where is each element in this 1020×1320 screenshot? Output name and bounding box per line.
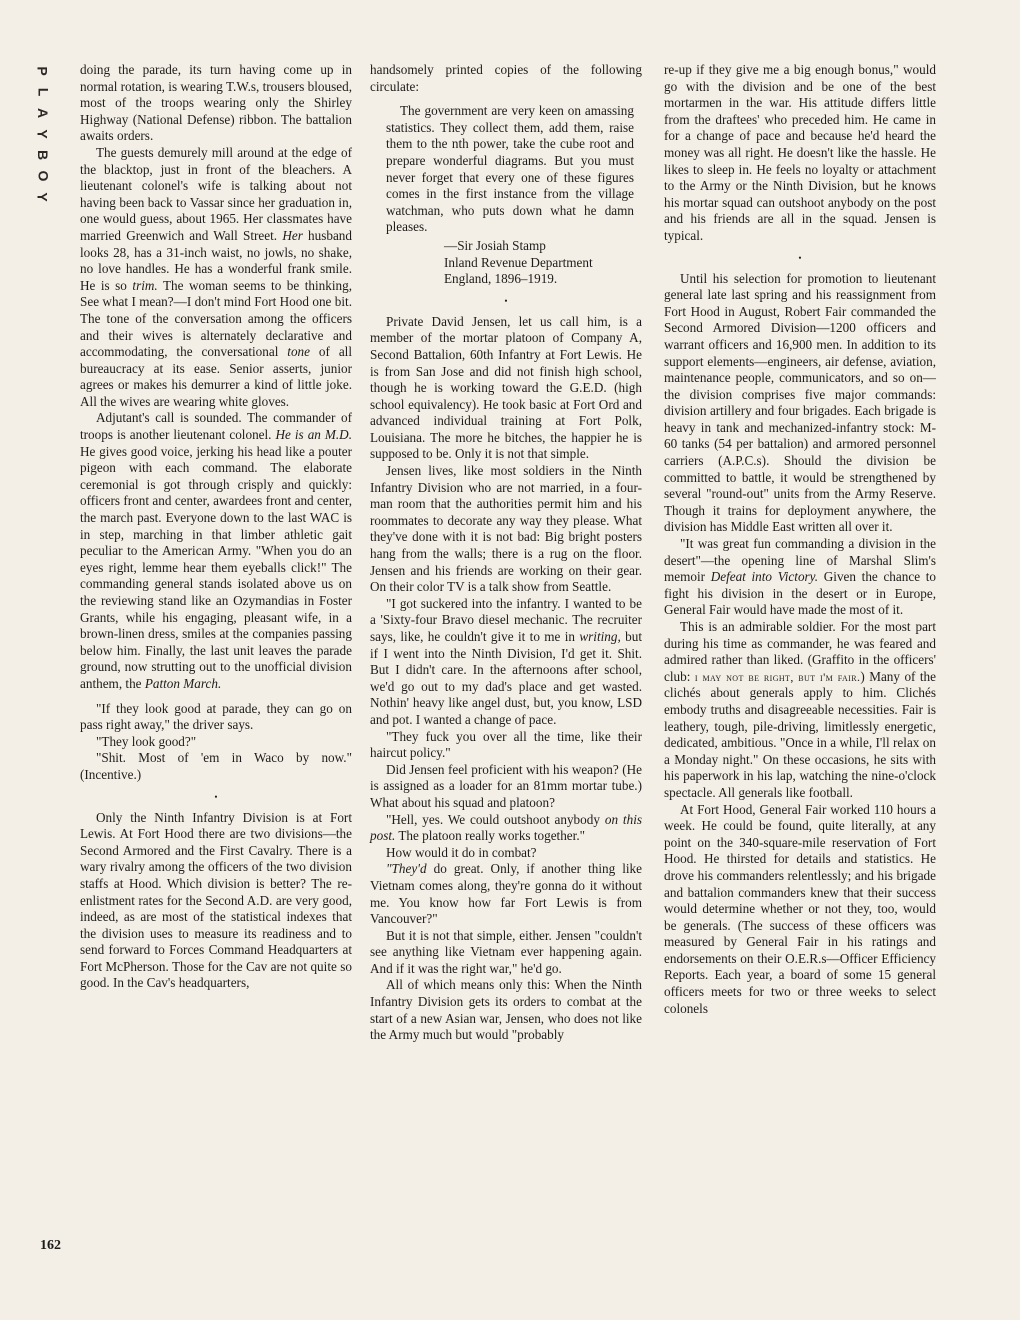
section-bullet: •: [504, 295, 508, 306]
column-3: [664, 62, 936, 1017]
paragraph: Only the Ninth Infantry Division is at Fort Lewis. At Fort Hood there are two divisions—the Second Armored and the First Cavalry. There is a wary rivalry among the officers of the two division staffs at Hood. Which division is better? The re-enlistment rates for the Second A.D. are very good, indeed, as are most of the statistical indexes that the division uses to measure its readiness and to send forward to Forces Command Headquarters at Fort McPherson. Those for the Cav are not quite so good. In the Cav's headquarters,: [80, 809, 352, 991]
paragraph: "Hell, yes. We could outshoot anybody on this post. The platoon really works together.": [370, 811, 642, 844]
paragraph: Until his selection for promotion to lieutenant general late last spring and his reassignment from Fort Hood in August, Robert Fair commanded the Second Armored Division—1200 officers and warrant officers and 16,900 men. In addition to its support elements—engineers, air defense, aviation, maintenance people, communicators, and so on—the division comprises five major commands: division artillery and four brigades. Each brigade is heavy in tank and mechanized-infantry stock: M-60 tanks (54 per battalion) and armored personnel carriers (A.P.C.s). Should the division be committed to battle, it would be strengthened by several "round-out" units from the Army Reserve. Though it trains for deployment anywhere, the division has Middle East written all over it.: [664, 270, 936, 535]
paragraph: re-up if they give me a big enough bonus," would go with the division and be one of the best mortarmen in the war. His attitude differs little from the draftees' who preceded him. He came in for a change of pace and because he'd heard the money was all right. He doesn't like the hassle. He likes to sleep in. He feels no loyalty or attachment to the Army or the Ninth Division, but he knows his mortar squad can outshoot anybody on the post and his friends are all in the squad. Jensen is typical.: [664, 62, 936, 243]
paragraph: "I got suckered into the infantry. I wanted to be a 'Sixty-four Bravo diesel mechanic. The recruiter says, like, he couldn't give it to me in writing, but if I went into the Ninth Division, I'd get it. Shit. But I didn't care. In the afternoons after school, we'd go out to my dad's place and get wasted. Nothin' heavy like angel dust, but, you know, LSD and pot. I wanted a change of pace.: [370, 595, 642, 727]
page-number: 162: [40, 1238, 61, 1253]
paragraph: The guests demurely mill around at the edge of the blacktop, just in front of the bleachers. A lieutenant colonel's wife is talking about not having been back to Vassar since her graduation in, one would guess, about 1965. Her classmates have married Greenwich and Wall Street. Her husband looks 28, has a 31-inch waist, no jowls, no shake, no love handles. He has a wonderful frank smile. He is so trim. The woman seems to be thinking, See what I mean?—I don't mind Fort Hood one bit. The tone of the conversation among the officers and their wives is alternately declarative and accommodating, the conversational tone of all bureaucracy at its ease. Senior asserts, junior agrees or makes his demurrer a kind of little joke. All the wives are wearing white gloves.: [80, 144, 353, 409]
paragraph: handsomely printed copies of the following circulate:: [370, 62, 642, 94]
magazine-letter: P: [35, 66, 51, 76]
paragraph: Jensen lives, like most soldiers in the Ninth Infantry Division who are not married, in a four-man room that the authorities permit him and his roommates to decorate any way they please. What they've done with it is not bad: Big bright posters hang from the walls; there is a rug on the floor. Jensen and his friends are working on their gear. On their color TV is a talk show from Seattle.: [370, 463, 642, 595]
paragraph: "They'd do great. Only, if another thing like Vietnam comes along, they're gonna do it without me. You know how far Fort Lewis is from Vancouver?": [370, 861, 642, 927]
paragraph: doing the parade, its turn having come up in normal rotation, is wearing T.W.s, trousers bloused, most of the troops wearing only the Shirley Highway (National Defense) ribbon. The battalion awaits orders.: [80, 62, 352, 144]
magazine-name-vertical: [28, 62, 58, 206]
column-2: [370, 62, 642, 1044]
paragraph: At Fort Hood, General Fair worked 110 hours a week. He could be found, quite literally, at any point on the 340-square-mile reservation of Fort Hood. He thirsted for details and statistics. He drove his commanders relentlessly; and his brigade and battalion commanders knew that their success would determine whether or not they, too, would be generals. (The success of these officers was measured by General Fair in his ratings and endorsements on their O.E.R.s—Officer Efficiency Reports. Each year, a board of some 15 general officers meets for two or three weeks to select colonels: [664, 801, 936, 1016]
paragraph: How would it do in combat?: [386, 844, 537, 860]
attribution-line: England, 1896–1919.: [444, 271, 558, 287]
paragraph: "Shit. Most of 'em in Waco by now." (Incentive.): [80, 750, 352, 782]
paragraph: This is an admirable soldier. For the most part during his time as commander, he was feared and admired rather than liked. (Graffito in the officers' club: i may not be right, but i'm fair.) Many of the clichés about generals apply to him. Clichés embody truths and disagreeable necessities. Fair is leathery, tough, pile-driving, limitlessly energetic, dedicated, ambitious. "Once in a while, I'll relax on a Monday night." On these occasions, he sits with his paperwork in his lap, watching the nine-o'clock spectacle. All generals like football.: [664, 619, 936, 800]
magazine-letter: B: [35, 149, 51, 161]
paragraph: "It was great fun commanding a division in the desert"—the opening line of Marshal Slim's memoir Defeat into Victory. Given the chance to fight his division in the desert or in Europe, General Fair would have made the most of it.: [664, 536, 936, 618]
paragraph: "They look good?": [96, 733, 197, 749]
magazine-letter: A: [35, 107, 51, 119]
epigraph-quote: [386, 103, 634, 288]
magazine-letter: L: [35, 87, 51, 97]
paragraph: All of which means only this: When the Ninth Infantry Division gets its orders to combat at the start of a new Asian war, Jensen, who does not like the Army much but would "probably: [370, 977, 642, 1043]
magazine-letter: Y: [35, 129, 51, 139]
section-bullet: •: [798, 252, 802, 263]
attribution-line: —Sir Josiah Stamp: [444, 237, 546, 253]
paragraph: Did Jensen feel proficient with his weapon? (He is assigned as a loader for an 81mm mortar tube.) What about his squad and platoon?: [370, 761, 642, 810]
paragraph: "If they look good at parade, they can go on pass right away," the driver says.: [80, 700, 352, 733]
quote-attribution: [444, 238, 634, 288]
paragraph: "They fuck you over all the time, like their haircut policy.": [370, 728, 642, 761]
magazine-letter: O: [34, 170, 51, 182]
section-bullet: •: [214, 791, 218, 802]
quote-text: The government are very keen on amassing statistics. They collect them, add them, raise them to the nth power, take the cube root and prepare wonderful diagrams. But you must never forget that every one of these figures comes in the first instance from the village watchman, who puts down what he damn pleases.: [386, 103, 634, 235]
column-1: [80, 62, 352, 992]
magazine-letter: Y: [35, 192, 51, 202]
paragraph: Adjutant's call is sounded. The commander of troops is another lieutenant colonel. He is an M.D. He gives good voice, jerking his head like a pouter pigeon with each command. The elaborate ceremonial is got through crisply and quickly: officers front and center, awardees front and center, the march past. Everyone down to the last WAC is in step, marching in that limber athletic gait peculiar to the American Army. "When you do an eyes right, lemme hear them eyeballs click!" The commanding general stands isolated above us on the reviewing stand like an Ozymandias in Foster Grants, while his engaging, pleasant wife, in a brown-linen dress, smiles at the companies passing below him. Finally, the last unit leaves the parade ground, now strutting out to the unofficial division anthem, the Patton March.: [80, 410, 353, 691]
attribution-line: Inland Revenue Department: [444, 254, 593, 270]
paragraph: Private David Jensen, let us call him, is a member of the mortar platoon of Company A, Second Battalion, 60th Infantry at Fort Lewis. He is from San Jose and did not finish high school, though he is working toward the G.E.D. (high school equivalency). He took basic at Fort Ord and advanced individual training at Fort Polk, Louisiana. The more he bitches, the happier he is supposed to be. Only it is not that simple.: [370, 313, 642, 462]
paragraph: But it is not that simple, either. Jensen "couldn't see anything like Vietnam ever happening again. And if it was the right war," he'd go.: [370, 927, 642, 976]
